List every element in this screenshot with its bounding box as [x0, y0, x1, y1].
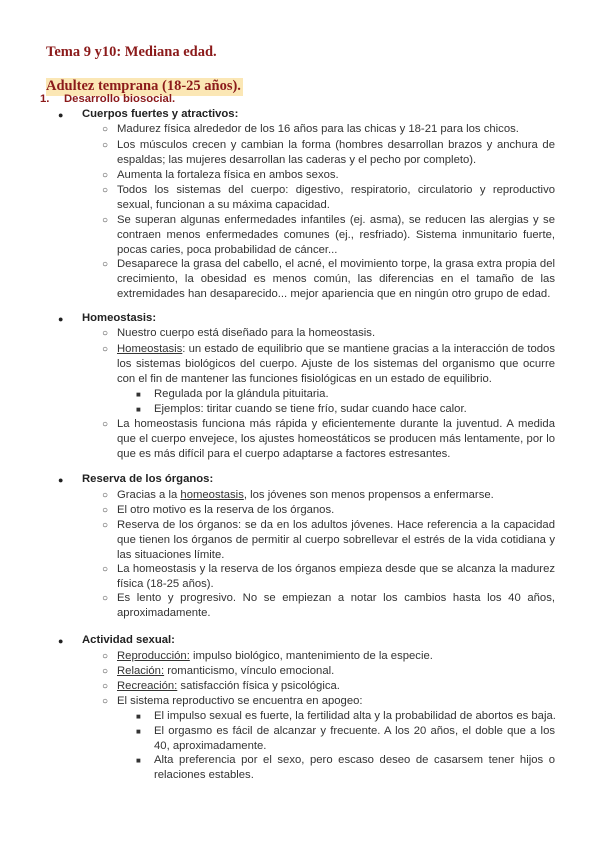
text: satisfacción física y psicológica. [177, 680, 340, 692]
bullet-cuerpos [58, 108, 239, 120]
list-item: El otro motivo es la reserva de los órganos. [117, 504, 335, 516]
square-glyph: ■ [136, 727, 141, 736]
document-title: Tema 9 y10: Mediana edad. [46, 44, 217, 60]
circle-glyph: ○ [102, 666, 109, 677]
circle-glyph: ○ [102, 259, 109, 270]
document-subtitle: Adultez temprana (18-25 años). [46, 78, 241, 94]
square-glyph: ■ [136, 712, 141, 721]
circle-glyph: ○ [102, 140, 109, 151]
bullet-label: Cuerpos fuertes y atractivos: [82, 108, 239, 120]
text: Gracias a la [117, 489, 181, 501]
bullet-label: Reserva de los órganos: [82, 473, 214, 485]
square-glyph: ■ [136, 756, 141, 765]
list-item [117, 664, 557, 679]
circle-glyph: ○ [102, 344, 109, 355]
term: Reproducción: [117, 650, 190, 662]
list-item [117, 342, 555, 388]
circle-glyph: ○ [102, 170, 109, 181]
list-item: Reserva de los órganos: se da en los adultos jóvenes. Hace referencia a la capacidad que tienen los órganos de permitir al cuerpo sobrellevar el estrés de la vida cotidiana y las situaciones límite. [117, 519, 555, 562]
bullet-glyph: ● [58, 636, 64, 646]
bullet-actividad-sexual [58, 634, 175, 646]
sub-item: Ejemplos: tiritar cuando se tiene frío, sudar cuando hace calor. [154, 403, 467, 415]
list-item: Aumenta la fortaleza física en ambos sexos. [117, 169, 339, 181]
list-item: El sistema reproductivo se encuentra en apogeo: [117, 695, 363, 707]
list-item: Nuestro cuerpo está diseñado para la homeostasis. [117, 327, 376, 339]
term: homeostasis [180, 489, 244, 501]
text: romanticismo, vínculo emocional. [164, 665, 335, 677]
bullet-reserva [58, 473, 214, 485]
circle-glyph: ○ [102, 185, 109, 196]
circle-glyph: ○ [102, 490, 109, 501]
list-item [117, 679, 557, 694]
list-item: Se superan algunas enfermedades infantiles (ej. asma), se reducen las alergias y se contraen menos enfermedades comunes (ej., resfriado). Sistema inmunitario fuerte, pocas caries, poca probabilidad de cáncer... [117, 214, 555, 257]
section-number: 1. [40, 93, 50, 105]
circle-glyph: ○ [102, 681, 109, 692]
list-item: Todos los sistemas del cuerpo: digestivo, respiratorio, circulatorio y reproductivo sexual, funcionan a su máxima capacidad. [117, 184, 555, 212]
sub-item: El impulso sexual es fuerte, la fertilidad alta y la probabilidad de abortos es baja. [154, 710, 556, 722]
list-item [117, 649, 557, 664]
list-item: Los músculos crecen y cambian la forma (hombres desarrollan brazos y anchura de espaldas; las mujeres desarrollan las caderas y el pecho por completo). [117, 139, 555, 167]
square-glyph: ■ [136, 390, 141, 399]
term: Recreación: [117, 680, 178, 692]
list-item: Es lento y progresivo. No se empiezan a notar los cambios hasta los 40 años, aproximadamente. [117, 592, 555, 620]
bullet-glyph: ● [58, 475, 64, 485]
circle-glyph: ○ [102, 124, 109, 135]
circle-glyph: ○ [102, 419, 109, 430]
square-glyph: ■ [136, 405, 141, 414]
sub-item: Alta preferencia por el sexo, pero escaso deseo de casarsem tener hijos o relaciones estables. [154, 754, 555, 782]
bullet-label: Actividad sexual: [82, 634, 175, 646]
bullet-glyph: ● [58, 314, 64, 324]
circle-glyph: ○ [102, 564, 109, 575]
sub-item: El orgasmo es fácil de alcanzar y frecuente. A los 20 años, el doble que a los 40, aproximadamente. [154, 725, 555, 753]
text: impulso biológico, mantenimiento de la especie. [189, 650, 433, 662]
list-item: La homeostasis y la reserva de los órganos empieza desde que se alcanza la madurez física (18-25 años). [117, 563, 555, 591]
text: , los jóvenes son menos propensos a enfermarse. [243, 489, 494, 501]
bullet-homeostasis [58, 312, 157, 324]
list-item: Madurez física alrededor de los 16 años para las chicas y 18-21 para los chicos. [117, 123, 519, 135]
circle-glyph: ○ [102, 215, 109, 226]
list-item: Desaparece la grasa del cabello, el acné, el movimiento torpe, la grasa extra propia del crecimiento, la obesidad es menos común, las diferencias en el tamaño de las extremidades han desaparecido... mejor apariencia que en ningún otro grupo de edad. [117, 258, 555, 301]
circle-glyph: ○ [102, 520, 109, 531]
circle-glyph: ○ [102, 328, 109, 339]
term: Relación: [117, 665, 165, 677]
section-label: Desarrollo biosocial. [64, 93, 176, 105]
sub-item: Regulada por la glándula pituitaria. [154, 388, 329, 400]
circle-glyph: ○ [102, 696, 109, 707]
circle-glyph: ○ [102, 593, 109, 604]
circle-glyph: ○ [102, 651, 109, 662]
definition: : un estado de equilibrio que se mantiene gracias a la interacción de todos los sistemas biológicos del cuerpo. Ajuste de los sistemas del organismo que ocurre con el fin de mantener las funciones fisiológicas en un estado de equilibrio. [117, 343, 555, 386]
bullet-glyph: ● [58, 110, 64, 120]
circle-glyph: ○ [102, 505, 109, 516]
term: Homeostasis [117, 343, 183, 355]
list-item: La homeostasis funciona más rápida y eficientemente durante la juventud. A medida que el cuerpo envejece, los ajustes homeostáticos se producen más lentamente, por lo que es más difícil para el cuerpo adaptarse a factores estresantes. [117, 418, 555, 461]
list-item [117, 488, 557, 503]
bullet-label: Homeostasis: [82, 312, 157, 324]
section-heading [40, 93, 175, 105]
